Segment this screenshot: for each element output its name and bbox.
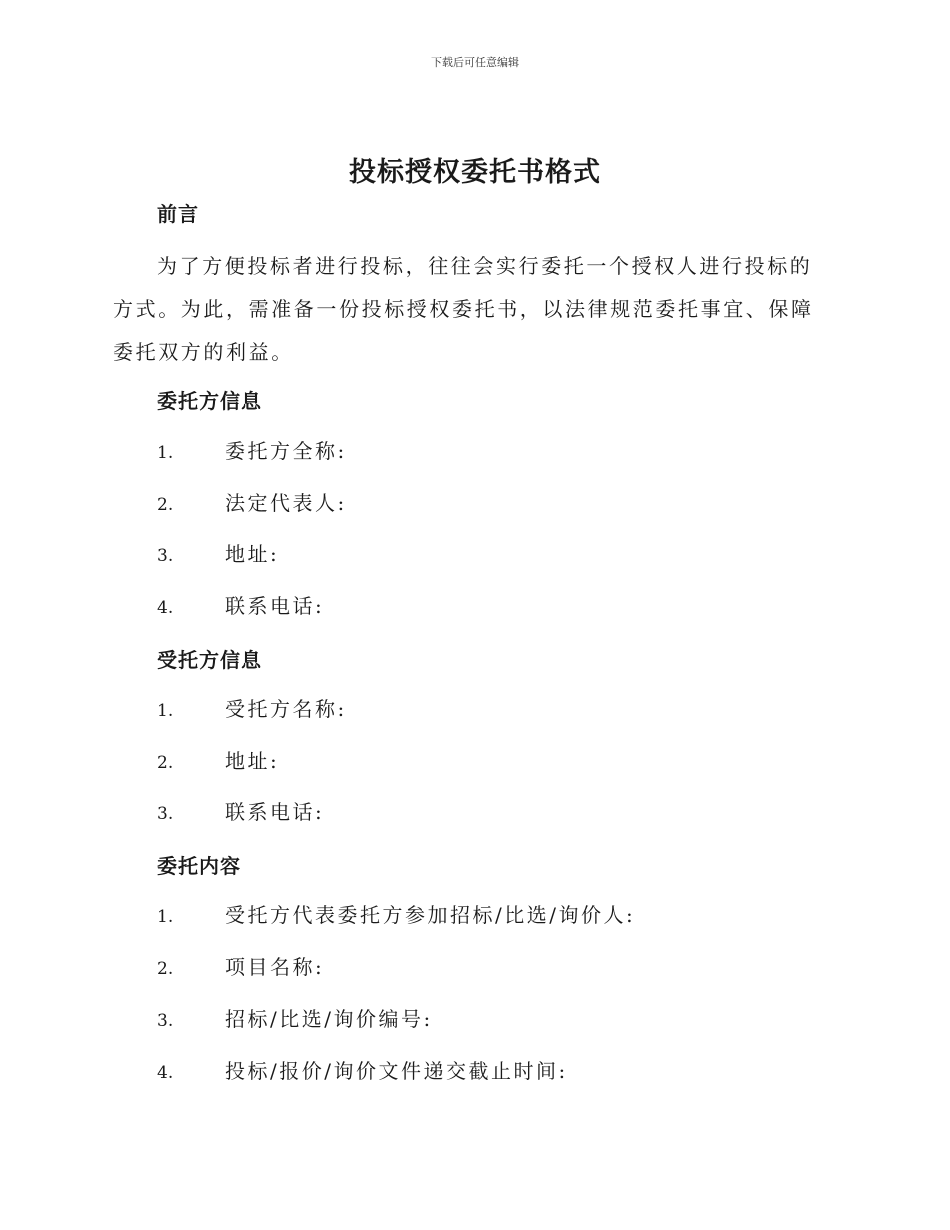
item-number: 2. [157, 753, 174, 773]
item-number: 3. [157, 804, 174, 824]
list-item [157, 436, 347, 466]
list-item [157, 952, 324, 982]
item-label: 联系电话: [225, 594, 325, 618]
item-label: 地址: [225, 749, 280, 773]
item-number: 3. [157, 1011, 174, 1031]
document-title: 投标授权委托书格式 [349, 157, 601, 188]
item-label: 地址: [225, 542, 280, 566]
item-label: 受托方代表委托方参加招标/比选/询价人: [225, 903, 636, 927]
item-number: 4. [157, 1063, 174, 1083]
item-label: 投标/报价/询价文件递交截止时间: [225, 1059, 568, 1083]
header-note: 下载后可任意编辑 [431, 56, 519, 69]
list-item [157, 488, 347, 518]
item-number: 1. [157, 907, 174, 927]
section-heading-principal: 委托方信息 [157, 389, 262, 413]
list-item [157, 694, 347, 724]
item-label: 法定代表人: [225, 491, 347, 515]
item-label: 委托方全称: [225, 439, 347, 463]
section-heading-content: 委托内容 [157, 854, 241, 878]
list-item [157, 900, 635, 930]
list-item [157, 746, 279, 776]
item-label: 受托方名称: [225, 697, 347, 721]
list-item [157, 1056, 568, 1086]
list-item [157, 591, 324, 621]
preface-paragraph: 为了方便投标者进行投标，往往会实行委托一个授权人进行投标的方式。为此，需准备一份投标授权委托书，以法律规范委托事宜、保障委托双方的利益。 [113, 254, 814, 364]
item-number: 1. [157, 443, 174, 463]
item-number: 2. [157, 959, 174, 979]
list-item [157, 539, 279, 569]
section-heading-agent: 受托方信息 [157, 648, 262, 672]
item-label: 招标/比选/询价编号: [225, 1007, 433, 1031]
list-item [157, 797, 324, 827]
item-number: 3. [157, 546, 174, 566]
item-number: 4. [157, 598, 174, 618]
item-label: 联系电话: [225, 800, 325, 824]
item-number: 2. [157, 495, 174, 515]
list-item [157, 1004, 433, 1034]
section-heading-preface: 前言 [157, 202, 199, 226]
item-number: 1. [157, 701, 174, 721]
item-label: 项目名称: [225, 955, 325, 979]
